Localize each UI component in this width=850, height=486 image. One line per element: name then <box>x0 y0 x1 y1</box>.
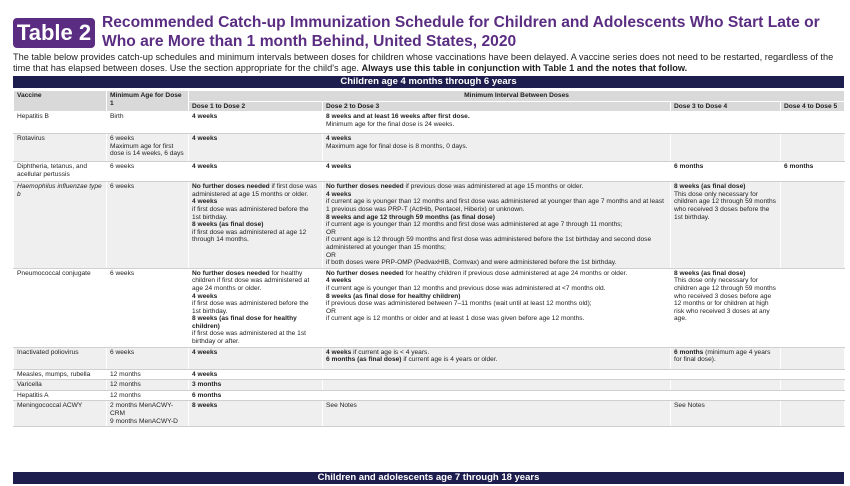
interval-3-4 <box>671 182 781 269</box>
vaccine-name: Hepatitis A <box>14 390 107 401</box>
rule-heading: No further doses needed <box>326 183 404 191</box>
interval-2-3 <box>323 112 671 134</box>
rule-text: if current age is < 4 years. <box>351 348 430 356</box>
interval-3-4 <box>671 369 781 380</box>
rule-heading: 6 months (as final dose) <box>326 356 402 364</box>
table-row <box>14 134 845 162</box>
min-age: Birth <box>107 112 189 134</box>
rule-heading: No further doses needed <box>192 183 270 191</box>
min-age: 6 weeks Maximum age for first dose is 14 weeks, 6 days <box>107 134 189 162</box>
catchup-table <box>13 90 845 427</box>
col-vaccine: Vaccine <box>14 91 107 112</box>
interval-3-4 <box>671 112 781 134</box>
interval-3-4 <box>671 134 781 162</box>
rule-text: if first dose was administered before the 1st birthday. <box>192 205 309 221</box>
interval-4-5 <box>781 112 845 134</box>
min-age: 6 weeks <box>107 268 189 347</box>
interval-2-3: See Notes <box>323 401 671 427</box>
rule-heading: 8 weeks and age 12 through 59 months (as final dose) <box>326 213 495 221</box>
min-age: 2 months MenACWY-CRM 9 months MenACWY-D <box>107 401 189 427</box>
rule-heading: 8 weeks (as final dose) <box>674 183 746 191</box>
min-age: 12 months <box>107 380 189 391</box>
col-min-interval: Minimum Interval Between Doses <box>189 91 845 102</box>
rule-heading: No further doses needed <box>192 269 270 277</box>
interval-2-3 <box>323 390 671 401</box>
interval-note: Minimum age for the final dose is 24 weeks. <box>326 120 455 128</box>
rule-heading: 4 weeks <box>326 348 352 356</box>
interval-1-2: 4 weeks <box>189 369 323 380</box>
min-age: 6 weeks <box>107 182 189 269</box>
interval-3-4 <box>671 268 781 347</box>
vaccine-name: Meningococcal ACWY <box>14 401 107 427</box>
vaccine-name: Measles, mumps, rubella <box>14 369 107 380</box>
interval-4-5 <box>781 401 845 427</box>
min-age: 12 months <box>107 369 189 380</box>
min-age: 6 weeks <box>107 347 189 369</box>
rule-text: if current age is younger than 12 months and previous dose was administered at <7 months old. <box>326 284 606 292</box>
rule-heading: No further doses needed <box>326 269 404 277</box>
interval-2-3 <box>323 268 671 347</box>
interval-1-2: 4 weeks <box>189 162 323 182</box>
vaccine-name: Rotavirus <box>14 134 107 162</box>
interval-3-4: See Notes <box>671 401 781 427</box>
interval-2-3 <box>323 380 671 391</box>
section-band-bottom: Children and adolescents age 7 through 18 years <box>13 472 844 484</box>
rule-heading: 4 weeks <box>326 277 352 285</box>
interval-2-3 <box>323 134 671 162</box>
rule-or: OR <box>326 228 336 236</box>
table-row <box>14 347 845 369</box>
rule-text: if current age is 12 months or older and at least 1 dose was given before age 12 months. <box>326 315 585 323</box>
interval-text: 4 weeks <box>326 135 352 143</box>
interval-4-5 <box>781 134 845 162</box>
section-band-top: Children age 4 months through 6 years <box>13 76 844 88</box>
col-dose3-4: Dose 3 to Dose 4 <box>671 101 781 112</box>
rule-text: if previous dose was administered between 7–11 months (wait until at least 12 months old); <box>326 300 592 308</box>
table-badge: Table 2 <box>13 18 95 48</box>
rule-text: for healthy children if first dose was administered at age 24 months or older. <box>192 269 310 292</box>
rule-text: if current age is younger than 12 months and first dose was administered at younger than age 7 months and at least 1 previous dose was PRP-T (ActHib, Pentacel, Hiberix) or unknown. <box>326 198 664 213</box>
rule-heading: 4 weeks <box>326 190 352 198</box>
rule-heading: 4 weeks <box>192 198 218 206</box>
vaccine-name: Pneumococcal conjugate <box>14 268 107 347</box>
interval-2-3 <box>323 347 671 369</box>
table-row <box>14 182 845 269</box>
rule-text: if current age is 4 years or older. <box>401 356 498 364</box>
interval-text: 8 weeks and at least 16 weeks after first dose. <box>326 113 470 121</box>
interval-3-4: 6 months <box>671 162 781 182</box>
interval-2-3 <box>323 182 671 269</box>
rule-text: if first dose was administered at the 1st birthday or after. <box>192 330 306 346</box>
table-row <box>14 390 845 401</box>
rule-text: if first dose was administered before the 1st birthday. <box>192 300 309 315</box>
rule-heading: 6 months <box>674 348 704 356</box>
rule-text: This dose only necessary for children age 12 through 59 months who received 3 doses before age 12 months or for children at high risk who received 3 doses at any age. <box>674 277 776 323</box>
min-age: 12 months <box>107 390 189 401</box>
intro-bold: Always use this table in conjunction with Table 1 and the notes that follow. <box>361 63 688 73</box>
interval-2-3: 4 weeks <box>323 162 671 182</box>
interval-1-2 <box>189 268 323 347</box>
vaccine-name: Inactivated poliovirus <box>14 347 107 369</box>
interval-1-2: 4 weeks <box>189 347 323 369</box>
rule-heading: 8 weeks (as final dose for healthy children) <box>326 292 461 300</box>
rule-text: if first dose was administered at age 15 months or older. <box>192 183 317 198</box>
interval-1-2 <box>189 182 323 269</box>
page-title: Recommended Catch-up Immunization Schedule for Children and Adolescents Who Start Late or Who are More than 1 month Behind, United States, 2020 <box>102 14 820 50</box>
rule-text: if current age is younger than 12 months and first dose was administered at age 7 through 11 months; <box>326 221 623 229</box>
interval-1-2: 4 weeks <box>189 112 323 134</box>
interval-4-5 <box>781 390 845 401</box>
rule-text: if first dose was administered at age 12 through 14 months. <box>192 228 307 244</box>
interval-1-2: 8 weeks <box>189 401 323 427</box>
rule-text: This dose only necessary for children age 12 through 59 months who received 3 doses before the 1st birthday. <box>674 190 776 221</box>
intro-text <box>13 52 843 74</box>
rule-heading: 4 weeks <box>192 292 218 300</box>
rule-heading: 8 weeks (as final dose for healthy children) <box>192 315 297 330</box>
interval-4-5 <box>781 268 845 347</box>
interval-4-5: 6 months <box>781 162 845 182</box>
interval-4-5 <box>781 380 845 391</box>
table-row <box>14 401 845 427</box>
vaccine-name: Haemophilus influenzae type b <box>14 182 107 269</box>
col-dose4-5: Dose 4 to Dose 5 <box>781 101 845 112</box>
interval-1-2: 4 weeks <box>189 134 323 162</box>
rule-text: (minimum age 4 years for final dose). <box>674 348 771 364</box>
interval-2-3 <box>323 369 671 380</box>
min-age: 6 weeks <box>107 162 189 182</box>
interval-4-5 <box>781 347 845 369</box>
rule-heading: 8 weeks (as final dose) <box>674 269 746 277</box>
intro-body: The table below provides catch-up schedules and minimum intervals between doses for children whose vaccinations have been delayed. A vaccine series does not need to be restarted, regardless of the time that has elapsed between doses. Use the section appropriate for the child's age. <box>13 52 834 73</box>
interval-1-2: 6 months <box>189 390 323 401</box>
interval-4-5 <box>781 369 845 380</box>
rule-text: if current age is 12 through 59 months and first dose was administered before the 1st birthday and second dose administered at younger than 15 months; <box>326 236 652 251</box>
table-row <box>14 112 845 134</box>
col-dose2-3: Dose 2 to Dose 3 <box>323 101 671 112</box>
col-dose1-2: Dose 1 to Dose 2 <box>189 101 323 112</box>
interval-3-4 <box>671 390 781 401</box>
interval-4-5 <box>781 182 845 269</box>
rule-text: for healthy children if previous dose administered at age 24 months or older. <box>403 269 628 277</box>
vaccine-name: Hepatitis B <box>14 112 107 134</box>
interval-3-4 <box>671 347 781 369</box>
rule-or: OR <box>326 307 336 315</box>
interval-1-2: 3 months <box>189 380 323 391</box>
table-row <box>14 369 845 380</box>
interval-3-4 <box>671 380 781 391</box>
header <box>13 13 843 53</box>
rule-or: OR <box>326 251 336 259</box>
col-min-age: Minimum Age for Dose 1 <box>107 91 189 112</box>
rule-heading: 8 weeks (as final dose) <box>192 221 264 229</box>
table-row <box>14 162 845 182</box>
table-row <box>14 380 845 391</box>
rule-text: if both doses were PRP-OMP (PedvaxHIB, Comvax) and were administered before the 1st birthday. <box>326 259 617 267</box>
vaccine-name: Diphtheria, tetanus, and acellular pertussis <box>14 162 107 182</box>
interval-note: Maximum age for final dose is 8 months, 0 days. <box>326 142 468 150</box>
table-row <box>14 268 845 347</box>
vaccine-name: Varicella <box>14 380 107 391</box>
rule-text: if previous dose was administered at age 15 months or older. <box>403 183 584 191</box>
